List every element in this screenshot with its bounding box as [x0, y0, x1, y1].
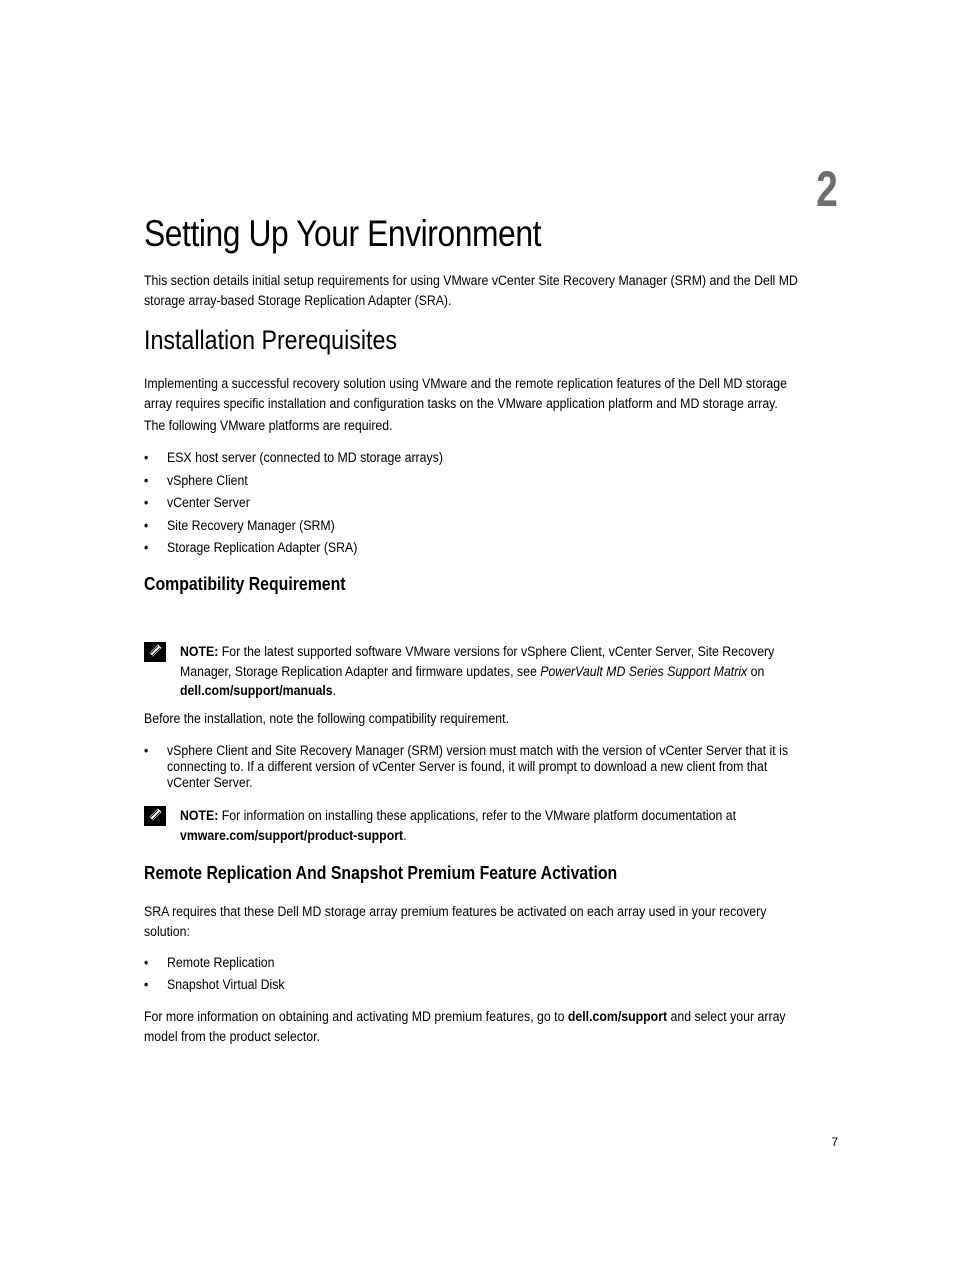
dell-support-link[interactable]: dell.com/support	[567, 1009, 668, 1024]
bullet-marker: •	[144, 450, 149, 465]
note-box	[144, 806, 844, 846]
sra-paragraph: SRA requires that these Dell MD storage array premium features be activated on each array used in your recovery solution:	[144, 904, 767, 939]
bullet-marker: •	[144, 472, 149, 488]
bullet-marker: •	[144, 743, 149, 758]
chapter-number: 2	[816, 161, 838, 217]
page-title: Setting Up Your Environment	[144, 213, 542, 254]
list-item: • Site Recovery Manager (SRM)	[144, 517, 335, 533]
list-item: • Snapshot Virtual Disk	[144, 977, 285, 992]
subsection-heading-compatibility: Compatibility Requirement	[144, 574, 346, 594]
bullet-marker: •	[144, 495, 149, 510]
platforms-list	[144, 450, 806, 556]
subsection-heading-premium-features: Remote Replication And Snapshot Premium Feature Activation	[144, 863, 618, 883]
list-item: • ESX host server (connected to MD storage arrays)	[144, 450, 443, 465]
section-heading-installation: Installation Prerequisites	[144, 325, 397, 355]
note-box	[144, 642, 844, 702]
compat-list	[144, 743, 806, 791]
note-text: NOTE: For the latest supported software VMware versions for vSphere Client, vCenter Server, Site Recovery Manager, Storage Replication Adapter and firmware updates, see PowerVault MD Series Support Matrix on dell.com/support/manuals.	[180, 644, 775, 698]
list-item: • vCenter Server	[144, 495, 250, 510]
list-item: • vSphere Client	[144, 472, 248, 488]
note-text: NOTE: For information on installing these applications, refer to the VMware platform documentation at vmware.com/support/product-support.	[180, 808, 737, 843]
list-item: • vSphere Client and Site Recovery Manager (SRM) version must match with the version of vCenter Server that it is connecting to. If a different version of vCenter Server is found, it will prompt to download a new client from that vCenter Server.	[144, 743, 789, 790]
platforms-intro: The following VMware platforms are required.	[144, 418, 393, 433]
support-manuals-link[interactable]: dell.com/support/manuals	[180, 683, 333, 698]
vmware-support-link[interactable]: vmware.com/support/product-support	[180, 827, 404, 843]
bullet-marker: •	[144, 977, 149, 992]
note-label: NOTE:	[180, 644, 219, 659]
pencil-note-icon	[144, 642, 166, 662]
page-number: 7	[831, 1135, 838, 1149]
note-label: NOTE:	[180, 808, 219, 823]
pencil-note-icon	[144, 806, 166, 826]
features-list	[144, 955, 806, 993]
intro-paragraph: This section details initial setup requirements for using VMware vCenter Site Recovery Manager (SRM) and the Dell MD storage array-based Storage Replication Adapter (SRA).	[144, 273, 798, 308]
list-item: • Storage Replication Adapter (SRA)	[144, 540, 358, 555]
list-item: • Remote Replication	[144, 955, 275, 970]
bullet-marker: •	[144, 955, 149, 970]
bullet-marker: •	[144, 540, 149, 555]
compat-paragraph: Before the installation, note the following compatibility requirement.	[144, 711, 509, 726]
bullet-marker: •	[144, 517, 149, 533]
more-info-paragraph: For more information on obtaining and activating MD premium features, go to dell.com/support and select your array model from the product selector.	[144, 1009, 786, 1044]
doc-title-reference: PowerVault MD Series Support Matrix	[540, 663, 748, 679]
install-paragraph: Implementing a successful recovery solution using VMware and the remote replication features of the Dell MD storage array requires specific installation and configuration tasks on the VMware application platform and MD storage array.	[144, 376, 787, 411]
